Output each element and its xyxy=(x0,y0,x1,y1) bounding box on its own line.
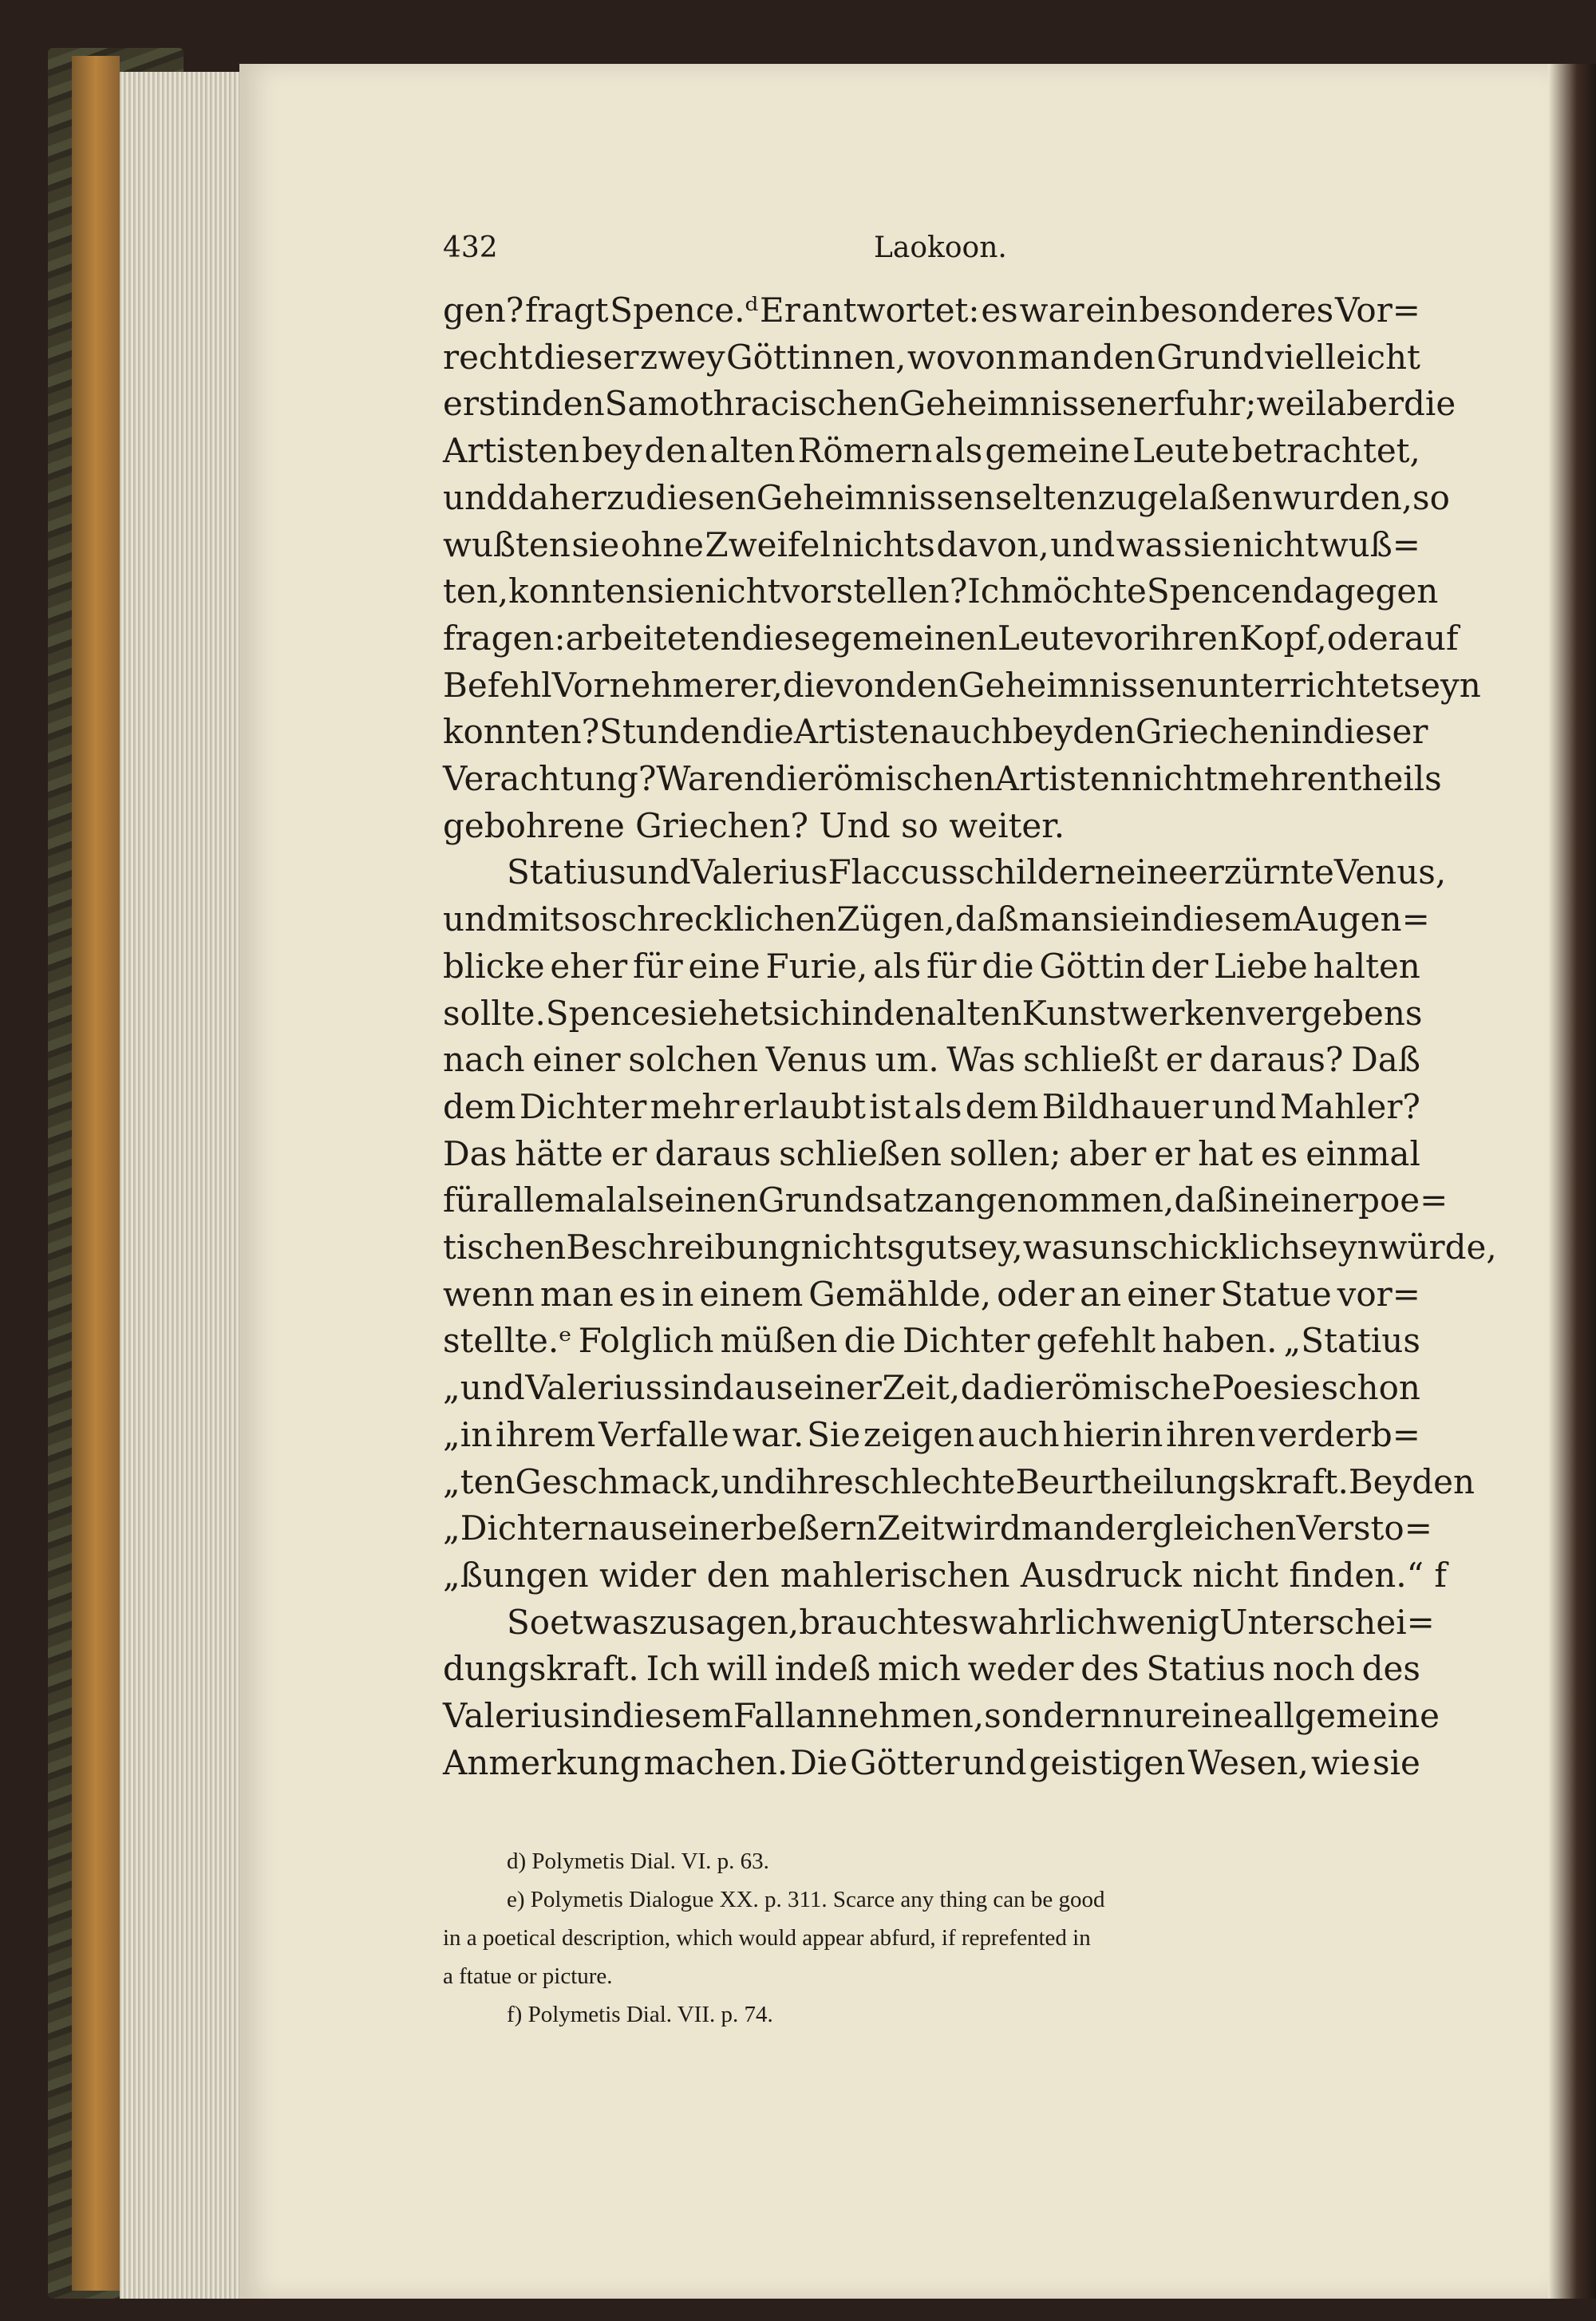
text-line: wenn man es in einem Gemählde, oder an einer Statue vor= xyxy=(443,1274,1420,1314)
text-line: nach einer solchen Venus um. Was schließt er daraus? Daß xyxy=(443,1040,1420,1080)
footnote-f: f) Polymetis Dial. VII. p. 74. xyxy=(507,2002,773,2027)
text-line: dem Dichter mehr erlaubt ist als dem Bildhauer und Mahler? xyxy=(443,1086,1420,1126)
text-line: Befehl Vornehmerer, die von den Geheimnissen unterrichtet seyn xyxy=(443,665,1481,705)
footnote-e: e) Polymetis Dialogue XX. p. 311. Scarce any thing can be good xyxy=(507,1887,1105,1912)
text-line: tischen Beschreibung nichts gut sey, was unschicklich seyn würde, xyxy=(443,1228,1497,1267)
text-line: Verachtung? Waren die römischen Artisten nicht mehrentheils xyxy=(443,759,1442,799)
text-line: und mit so schrecklichen Zügen, daß man sie in diesem Augen= xyxy=(443,900,1430,939)
body-text xyxy=(443,287,1497,1787)
footnote-e-continued: in a poetical description, which would appear abfurd, if reprefented in xyxy=(443,1925,1091,1951)
text-line: gebohrene Griechen? Und so weiter. xyxy=(443,805,1065,845)
text-line: Statius und Valerius Flaccus schildern eine erzürnte Venus, xyxy=(507,852,1447,892)
text-line: „und Valerius sind aus einer Zeit, da die römische Poesie schon xyxy=(443,1368,1420,1408)
text-line: Valerius in diesem Fall annehmen, sondern nur eine allgemeine xyxy=(443,1696,1440,1736)
text-line: Artisten bey den alten Römern als gemeine Leute betrachtet, xyxy=(443,431,1420,471)
footnotes xyxy=(443,1842,1420,2034)
text-line: wußten sie ohne Zweifel nichts davon, und was sie nicht wuß= xyxy=(443,524,1420,564)
text-line: stellte.ᵉ Folglich müßen die Dichter gefehlt haben. „Statius xyxy=(443,1321,1420,1361)
text-line: „ßungen wider den mahlerischen Ausdruck nicht finden.“ f xyxy=(443,1555,1447,1595)
text-line: konnten? Stunden die Artisten auch bey den Griechen in dieser xyxy=(443,712,1428,752)
text-line: „in ihrem Verfalle war. Sie zeigen auch hierin ihren verderb= xyxy=(443,1414,1420,1454)
text-line: „ten Geschmack, und ihre schlechte Beurtheilungskraft. Bey den xyxy=(443,1461,1476,1501)
page-header xyxy=(443,231,1416,279)
text-line: So etwas zu sagen, braucht es wahrlich wenig Unterschei= xyxy=(507,1602,1435,1642)
text-line: gen? fragt Spence.ᵈ Er antwortet: es war ein besonderes Vor= xyxy=(443,291,1420,330)
text-line: ten, konnten sie nicht vorstellen? Ich möchte Spencen dagegen xyxy=(443,571,1439,611)
text-line: und daher zu diesen Geheimnissen selten zugelaßen wurden, so xyxy=(443,477,1450,517)
text-line: recht dieser zwey Göttinnen, wovon man den Grund vielleicht xyxy=(443,337,1420,377)
text-line: Das hätte er daraus schließen sollen; aber er hat es einmal xyxy=(443,1133,1420,1173)
book-spine-edge xyxy=(72,56,120,2291)
text-line: blicke eher für eine Furie, als für die Göttin der Liebe halten xyxy=(443,946,1420,986)
running-title: Laokoon. xyxy=(874,231,1007,264)
text-line: für allemal als einen Grundsatz angenommen, daß in einer poe= xyxy=(443,1180,1448,1220)
text-line: sollte. Spence siehet sich in den alten Kunstwerken vergebens xyxy=(443,993,1423,1033)
page-number: 432 xyxy=(443,231,498,264)
text-line: fragen: arbeiteten diese gemeinen Leute vor ihren Kopf, oder auf xyxy=(443,618,1459,658)
page-gutter xyxy=(1548,64,1596,2299)
text-line: „Dichtern aus einer beßern Zeit wird man dergleichen Versto= xyxy=(443,1508,1432,1548)
text-line: Anmerkung machen. Die Götter und geistigen Wesen, wie sie xyxy=(443,1742,1420,1782)
footnote-d: d) Polymetis Dial. VI. p. 63. xyxy=(507,1848,769,1874)
text-line: dungskraft. Ich will indeß mich weder des Statius noch des xyxy=(443,1649,1420,1689)
page-block-edges xyxy=(120,72,239,2299)
footnote-e-continued: a ftatue or picture. xyxy=(443,1963,613,1989)
text-line: erst in den Samothracischen Geheimnissen erfuhr; weil aber die xyxy=(443,384,1456,424)
